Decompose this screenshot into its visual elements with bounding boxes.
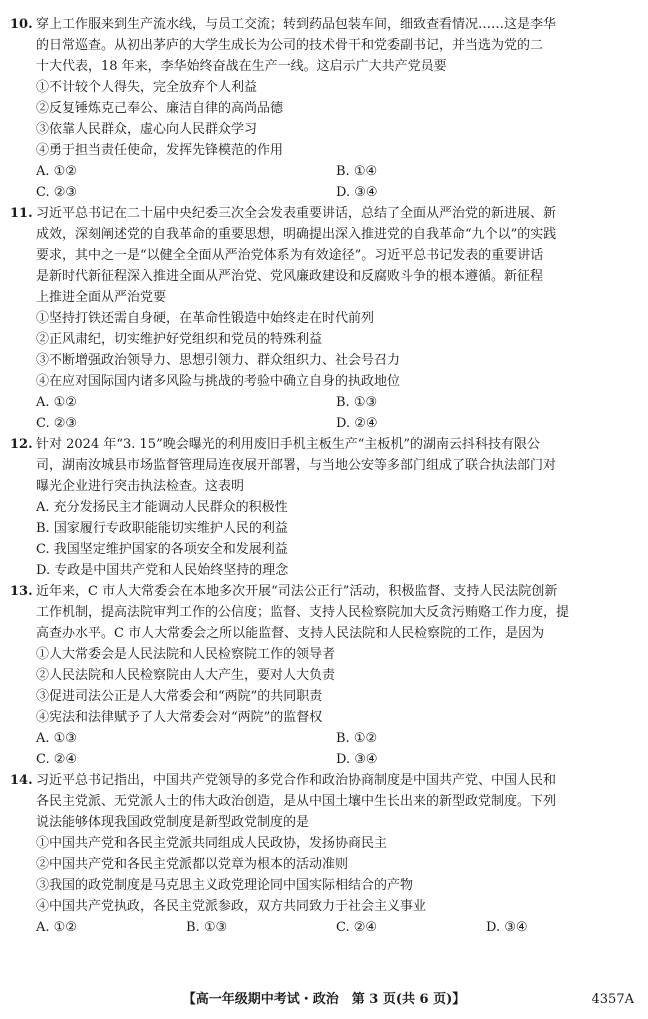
answer-choices-row bbox=[10, 182, 636, 203]
answer-choice-c: C. ②③ bbox=[36, 416, 78, 431]
question-stem-line bbox=[10, 14, 636, 35]
statement-option: ②中国共产党和各民主党派都以党章为根本的活动准则 bbox=[36, 857, 349, 872]
question-text: 针对 2024 年“3. 15”晚会曝光的利用废旧手机主板生产“主板机”的湖南云抖科技有限公 bbox=[36, 437, 541, 452]
answer-choices-row bbox=[10, 413, 636, 434]
question-number: 10. bbox=[10, 17, 33, 32]
answer-choices-row bbox=[10, 728, 636, 749]
statement-option: ③促进司法公正是人大常委会和“两院”的共同职责 bbox=[36, 689, 323, 704]
answer-choices-row bbox=[10, 161, 636, 182]
answer-choice-c: C. ②④ bbox=[36, 752, 78, 767]
answer-choice-a: A. 充分发扬民主才能调动人民群众的积极性 bbox=[36, 500, 288, 515]
answer-choice-a: A. ①② bbox=[36, 164, 77, 179]
answer-choice-d: D. ③④ bbox=[336, 185, 378, 200]
answer-choices-row bbox=[10, 392, 636, 413]
statement-option: ④在应对国际国内诸多风险与挑战的考验中确立自身的执政地位 bbox=[36, 374, 401, 389]
question-13 bbox=[10, 581, 636, 770]
statement-option: ④中国共产党执政，各民主党派参政，双方共同致力于社会主义事业 bbox=[36, 899, 427, 914]
question-10 bbox=[10, 14, 636, 203]
question-11 bbox=[10, 203, 636, 434]
question-stem-line: 要求，其中之一是“以健全全面从严治党体系为有效途径”。习近平总书记发表的重要讲话 bbox=[36, 248, 544, 263]
question-stem-line: 工作机制，提高法院审判工作的公信度；监督、支持人民检察院加大反贪污贿赂工作力度，提 bbox=[36, 605, 570, 620]
answer-choice-a: A. ①③ bbox=[36, 731, 77, 746]
answer-choice-a: A. ①② bbox=[36, 395, 77, 410]
statement-option: ①人大常委会是人民法院和人民检察院工作的领导者 bbox=[36, 647, 336, 662]
answer-choices-row bbox=[10, 917, 636, 938]
question-stem-line bbox=[10, 434, 636, 455]
answer-choice-d: D. ③④ bbox=[486, 920, 528, 935]
question-text: 穿上工作服来到生产流水线，与员工交流；转到药品包装车间，细致查看情况……这是李华 bbox=[36, 17, 557, 32]
question-stem-line: 的日常巡查。从初出茅庐的大学生成长为公司的技术骨干和党委副书记，并当选为党的二 bbox=[36, 38, 544, 53]
question-number: 11. bbox=[10, 206, 33, 221]
footer-exam-info: 【高一年级期中考试・政治 第 3 页(共 6 页)】 bbox=[182, 992, 466, 1007]
answer-choice-c: C. 我国坚定维护国家的各项安全和发展利益 bbox=[36, 542, 288, 557]
answer-choice-d: D. ②④ bbox=[336, 416, 378, 431]
answer-choices-row bbox=[10, 749, 636, 770]
statement-option: ②反复锤炼克己奉公、廉洁自律的高尚品德 bbox=[36, 101, 284, 116]
question-number: 14. bbox=[10, 773, 33, 788]
answer-choice-d: D. ③④ bbox=[336, 752, 378, 767]
answer-choice-b: B. 国家履行专政职能能切实维护人民的利益 bbox=[36, 521, 288, 536]
question-stem-line: 曝光企业进行突击执法检查。这表明 bbox=[36, 479, 245, 494]
question-text: 近年来，C 市人大常委会在本地多次开展“司法公正行”活动，积极监督、支持人民法院创新 bbox=[36, 584, 558, 599]
question-stem-line: 各民主党派、无党派人士的伟大政治创造，是从中国土壤中生长出来的新型政党制度。下列 bbox=[36, 794, 557, 809]
answer-choice-b: B. ①② bbox=[336, 731, 378, 746]
question-text: 习近平总书记指出，中国共产党领导的多党合作和政治协商制度是中国共产党、中国人民和 bbox=[36, 773, 557, 788]
statement-option: ③我国的政党制度是马克思主义政党理论同中国实际相结合的产物 bbox=[36, 878, 414, 893]
question-stem-line: 司，湖南汝城县市场监督管理局连夜展开部署，与当地公安等多部门组成了联合执法部门对 bbox=[36, 458, 557, 473]
question-stem-line: 是新时代新征程深入推进全面从严治党、党风廉政建设和反腐败斗争的根本遵循。新征程 bbox=[36, 269, 544, 284]
statement-option: ①中国共产党和各民主党派共同组成人民政协，发扬协商民主 bbox=[36, 836, 388, 851]
statement-option: ①不计较个人得失，完全放弃个人利益 bbox=[36, 80, 258, 95]
question-stem-line: 十大代表，18 年来，李华始终奋战在生产一线。这启示广大共产党员要 bbox=[36, 59, 447, 74]
statement-option: ④勇于担当责任使命，发挥先锋模范的作用 bbox=[36, 143, 284, 158]
answer-choice-c: C. ②④ bbox=[336, 920, 378, 935]
question-number: 12. bbox=[10, 437, 33, 452]
statement-option: ③依靠人民群众，虚心向人民群众学习 bbox=[36, 122, 258, 137]
question-stem-line: 说法能够体现我国政党制度是新型政党制度的是 bbox=[36, 815, 310, 830]
statement-option: ②正风肃纪，切实维护好党组织和党员的特殊利益 bbox=[36, 332, 323, 347]
page-footer bbox=[0, 990, 648, 1010]
answer-choice-c: C. ②③ bbox=[36, 185, 78, 200]
footer-paper-code: 4357A bbox=[591, 992, 634, 1007]
answer-choice-d: D. 专政是中国共产党和人民始终坚持的理念 bbox=[36, 563, 289, 578]
question-stem-line bbox=[10, 770, 636, 791]
question-stem-line bbox=[10, 581, 636, 602]
answer-choice-a: A. ①② bbox=[36, 920, 77, 935]
question-12 bbox=[10, 434, 636, 581]
answer-choice-b: B. ①③ bbox=[186, 920, 228, 935]
question-stem-line: 成效，深刻阐述党的自我革命的重要思想，明确提出深入推进党的自我革命“九个以”的实践 bbox=[36, 227, 557, 242]
statement-option: ①坚持打铁还需自身硬，在革命性锻造中始终走在时代前列 bbox=[36, 311, 375, 326]
question-stem-line bbox=[10, 203, 636, 224]
question-text: 习近平总书记在二十届中央纪委三次全会发表重要讲话，总结了全面从严治党的新进展、新 bbox=[36, 206, 557, 221]
statement-option: ④宪法和法律赋予了人大常委会对“两院”的监督权 bbox=[36, 710, 323, 725]
question-number: 13. bbox=[10, 584, 33, 599]
answer-choice-b: B. ①③ bbox=[336, 395, 378, 410]
question-14 bbox=[10, 770, 636, 938]
question-list bbox=[10, 14, 636, 938]
answer-choice-b: B. ①④ bbox=[336, 164, 378, 179]
question-stem-line: 上推进全面从严治党要 bbox=[36, 290, 167, 305]
question-stem-line: 高查办水平。C 市人大常委会之所以能监督、支持人民法院和人民检察院的工作，是因为 bbox=[36, 626, 545, 641]
statement-option: ②人民法院和人民检察院由人大产生，要对人大负责 bbox=[36, 668, 336, 683]
statement-option: ③不断增强政治领导力、思想引领力、群众组织力、社会号召力 bbox=[36, 353, 401, 368]
